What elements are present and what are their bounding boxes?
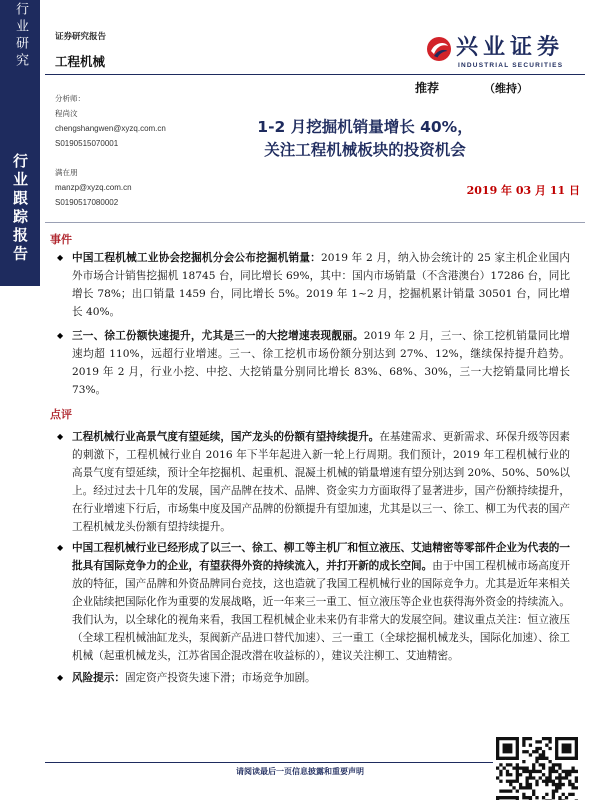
event-text: 2019 年 2 月，纳入协会统计的 25 家主机企业国内外市场合计销售挖掘机 18745 台，同比增长 69%，其中：国内市场销量（不含港澳台）17286 台，同比增长 78%；出口销量 1459 台，同比增长 5%。2019 年 1~2 月，挖掘机累计销量 30501 台，同比增长 40%。 — [72, 252, 570, 318]
rating-status: （维持） — [484, 82, 528, 95]
comment-item — [50, 539, 570, 665]
analyst-name: 满在朋 — [55, 167, 78, 177]
report-body — [50, 231, 570, 687]
analyst-spacer — [55, 151, 185, 165]
sidebar-report-type: 行业跟踪报告 — [11, 153, 29, 264]
logo-english-name: INDUSTRIAL SECURITIES — [458, 62, 564, 69]
event-lead: 三一、徐工份额快速提升，尤其是三一的大挖增速表现靓丽。 — [72, 330, 364, 342]
rating-label: 推荐 — [415, 81, 440, 95]
footer-disclaimer: 请阅读最后一页信息披露和重要声明 — [236, 767, 364, 776]
diamond-bullet-icon: ◆ — [57, 543, 64, 552]
comment-text: 由于中国工程机械市场高度开放的特征，国产品牌和外资品牌同台竞技，这也造就了我国工程机械行业的国际竞争力。尤其是近年来相关企业陆续把国际化作为重要的发展战略，近一年来三一重工、恒立液压等企业也获得海外资金的持续流入。我们认为，以全球化的视角来看，我国工程机械企业未来仍有非常大的发展空间。建议重点关注：恒立液压（全球工程机械油缸龙头，泵阀新产品进口替代加速）、三一重工（全球挖掘机械龙头，国际化加速）、徐工机械（起重机械龙头，江苏省国企混改潜在收益标的），建议关注柳工、艾迪精密。 — [72, 560, 571, 662]
comment-lead: 中国工程机械行业已经形成了以三一、徐工、柳工等主机厂和恒立液压、艾迪精密等零部件企业为代表的一批具有国际竞争力的企业，有望获得外资的持续流入，并打开新的成长空间。 — [72, 542, 570, 572]
events-heading: 事件 — [50, 233, 72, 246]
report-title-line-2: 关注工程机械板块的投资机会 — [264, 141, 466, 159]
qr-code-graphic — [496, 737, 578, 800]
logo-name: 兴业证券 — [456, 35, 565, 60]
sidebar-category: 行业研究 — [13, 2, 28, 70]
industry-name: 工程机械 — [55, 54, 106, 69]
footer-divider — [45, 762, 493, 763]
comments-heading: 点评 — [50, 408, 72, 421]
report-date: 2019 年 03 月 11 日 — [466, 184, 580, 197]
diamond-bullet-icon: ◆ — [57, 673, 64, 682]
sidebar-band — [0, 0, 40, 286]
report-title — [215, 116, 515, 162]
analyst-panel — [55, 91, 185, 210]
risk-lead: 风险提示： — [72, 672, 125, 684]
diamond-bullet-icon: ◆ — [57, 253, 64, 262]
event-text: 2019 年 2 月，三一、徐工挖机销量同比增速均超 110%，远超行业增速。三一、徐工挖机市场份额分别达到 27%、12%，继续保持提升趋势。2019 年 2 月，行业小挖、中挖、大挖销量分别同比增长 83%、68%、30%，三一大挖销量同比增长 73%。 — [72, 330, 571, 396]
analyst-email: chengshangwen@xyzq.com.cn — [55, 124, 166, 133]
analyst-label: 分析师： — [55, 94, 85, 103]
report-title-line-1: 1-2 月挖掘机销量增长 40%， — [257, 118, 473, 136]
comment-text: 在基建需求、更新需求、环保升级等因素的刺激下，工程机械行业自 2016 年下半年起进入新一轮上行周期。我们预计，2019 年工程机械行业的高景气度有望延续，预计全年挖掘机、起重机、混凝土机械的销量增速有望分别达到 20%、50%、50%以上。经过过去十几年的发展，国产品牌在技术、品牌、资金实力方面取得了显著进步，国产份额持续提升，在行业增速下行后，市场集中度及国产品牌的份额提升有望加速，尤其是以三一、徐工、柳工为代表的国产工程机械龙头份额有望持续提升。 — [72, 431, 571, 533]
diamond-bullet-icon: ◆ — [57, 432, 64, 441]
industrial-securities-logo-icon — [426, 36, 452, 62]
analyst-email: manzp@xyzq.com.cn — [55, 182, 132, 192]
header-divider — [45, 74, 585, 75]
analyst-cert-number: S0190517080002 — [55, 197, 119, 207]
diamond-bullet-icon: ◆ — [57, 331, 64, 340]
risk-text: 固定资产投资失速下滑；市场竞争加剧。 — [124, 672, 316, 684]
event-lead: 中国工程机械工业协会挖掘机分会公布挖掘机销量： — [72, 252, 321, 264]
analyst-cert-number: S0190515070001 — [55, 139, 119, 148]
analyst-name: 程尚汶 — [55, 109, 78, 118]
comment-lead: 工程机械行业高景气度有望延续，国产龙头的份额有望持续提升。 — [72, 431, 380, 443]
event-item — [50, 327, 570, 399]
event-item — [50, 249, 570, 321]
section-divider — [45, 222, 585, 223]
report-label: 证券研究报告 — [55, 32, 107, 42]
qr-code-icon — [496, 737, 578, 800]
risk-item — [50, 669, 570, 687]
comment-item — [50, 428, 570, 536]
